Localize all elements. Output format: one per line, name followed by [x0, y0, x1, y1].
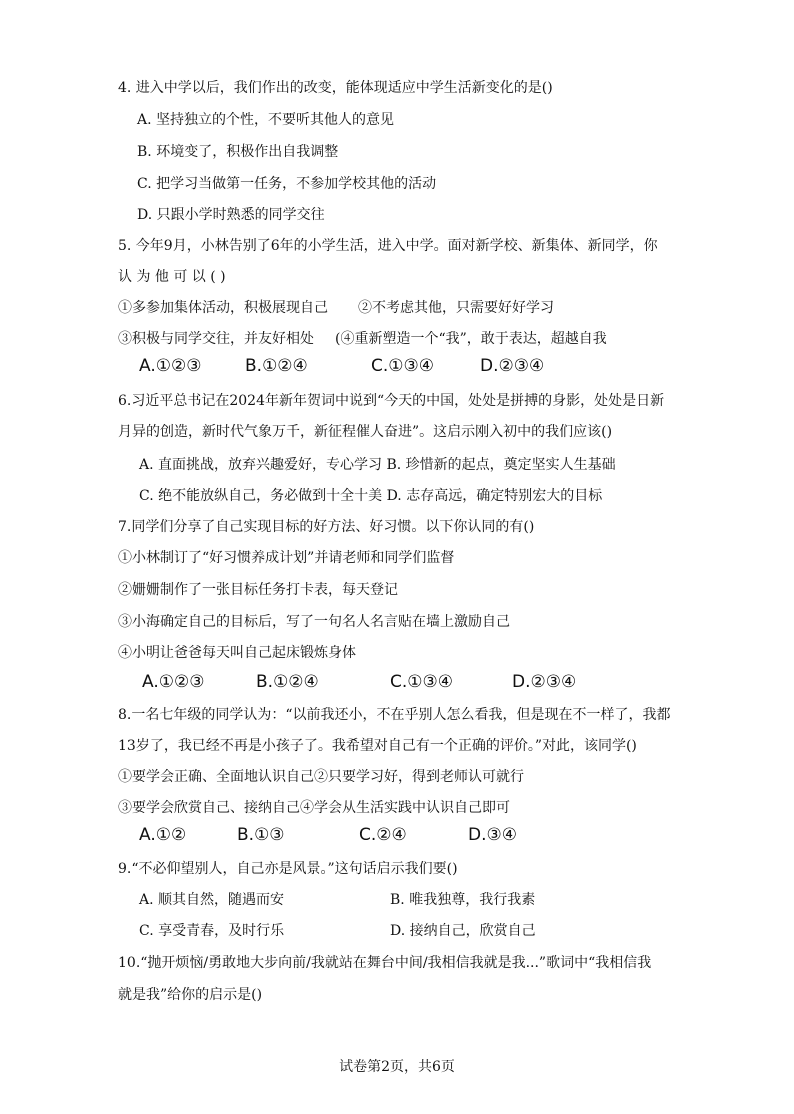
- q5-stem-line1: 5. 今年9月，小林告别了6年的小学生活，进入中学。面对新学校、新集体、新同学，你: [118, 238, 658, 254]
- q4-option-d: D. 只跟小学时熟悉的同学交往: [137, 207, 325, 223]
- q5-item-3: ③积极与同学交往，并友好相处: [118, 331, 314, 347]
- q10-stem-line2: 就是我”给你的启示是(): [118, 987, 263, 1003]
- q4-option-c: C. 把学习当做第一任务，不参加学校其他的活动: [137, 176, 437, 192]
- q10-stem-line1: 10.“抛开烦恼/勇敢地大步向前/我就站在舞台中间/我相信我就是我...”歌词中“我相信我: [118, 955, 652, 971]
- q7-option-a: A.①②③: [142, 672, 205, 692]
- q8-items-3-4: ③要学会欣赏自己、接纳自己④学会从生活实践中认识自己即可: [118, 800, 510, 816]
- q5-item-1: ①多参加集体活动，积极展现自己: [118, 300, 328, 316]
- q7-item-1: ①小林制订了“好习惯养成计划”并请老师和同学们监督: [118, 550, 455, 566]
- q5-option-a: A.①②③: [139, 356, 202, 376]
- q8-items-1-2: ①要学会正确、全面地认识自己②只要学习好，得到老师认可就行: [118, 769, 524, 785]
- q6-options-cd: C. 绝不能放纵自己，务必做到十全十美 D. 志存高远，确定特别宏大的目标: [139, 488, 603, 504]
- q8-option-a: A.①②: [139, 825, 187, 845]
- q7-item-4: ④小明让爸爸每天叫自己起床锻炼身体: [118, 645, 356, 661]
- q7-option-c: C.①③④: [390, 672, 453, 692]
- q5-stem-line2: 认 为 他 可 以 ( ): [118, 269, 226, 285]
- q4-option-a: A. 坚持独立的个性，不要听其他人的意见: [137, 112, 395, 128]
- q9-option-a: A. 顺其自然，随遇而安: [139, 892, 285, 908]
- q8-stem-line2: 13岁了，我已经不再是小孩子了。我希望对自己有一个正确的评价。”对此，该同学(): [118, 738, 637, 754]
- q8-option-c: C.②④: [359, 825, 407, 845]
- q5-option-c: C.①③④: [371, 356, 434, 376]
- q6-options-ab: A. 直面挑战，放弃兴趣爱好，专心学习 B. 珍惜新的起点，奠定坚实人生基础: [139, 457, 616, 473]
- q7-item-2: ②姗姗制作了一张目标任务打卡表，每天登记: [118, 582, 398, 598]
- q8-option-b: B.①③: [237, 825, 285, 845]
- q6-stem-line2: 月异的创造，新时代气象万千，新征程催人奋进”。这启示刚入初中的我们应该(): [118, 424, 613, 440]
- q9-option-b: B. 唯我独尊，我行我素: [390, 892, 536, 908]
- q7-option-b: B.①②④: [256, 672, 319, 692]
- q9-stem: 9.“不必仰望别人，自己亦是风景。”这句话启示我们要(): [118, 861, 458, 877]
- q7-stem: 7.同学们分享了自己实现目标的好方法、好习惯。以下你认同的有(): [118, 519, 535, 535]
- q6-stem-line1: 6.习近平总书记在2024年新年贺词中说到“今天的中国，处处是拼搏的身影，处处是日新: [118, 393, 665, 409]
- q4-option-b: B. 环境变了，积极作出自我调整: [137, 144, 339, 160]
- q7-item-3: ③小海确定自己的目标后，写了一句名人名言贴在墙上激励自己: [118, 614, 510, 630]
- q5-option-b: B.①②④: [245, 356, 308, 376]
- q4-stem: 4. 进入中学以后，我们作出的改变，能体现适应中学生活新变化的是(): [118, 80, 553, 96]
- q7-option-d: D.②③④: [512, 672, 577, 692]
- q5-item-2: ②不考虑其他，只需要好好学习: [358, 300, 554, 316]
- q8-option-d: D.③④: [468, 825, 517, 845]
- q9-option-d: D. 接纳自己，欣赏自己: [390, 923, 536, 939]
- page-footer: 试卷第2页，共6页: [339, 1059, 455, 1075]
- q9-option-c: C. 享受青春，及时行乐: [139, 923, 285, 939]
- q5-item-4: (④重新塑造一个“我”，敢于表达，超越自我: [335, 331, 607, 347]
- q5-option-d: D.②③④: [480, 356, 545, 376]
- q8-stem-line1: 8.一名七年级的同学认为：“以前我还小，不在乎别人怎么看我，但是现在不一样了，我都: [118, 707, 671, 723]
